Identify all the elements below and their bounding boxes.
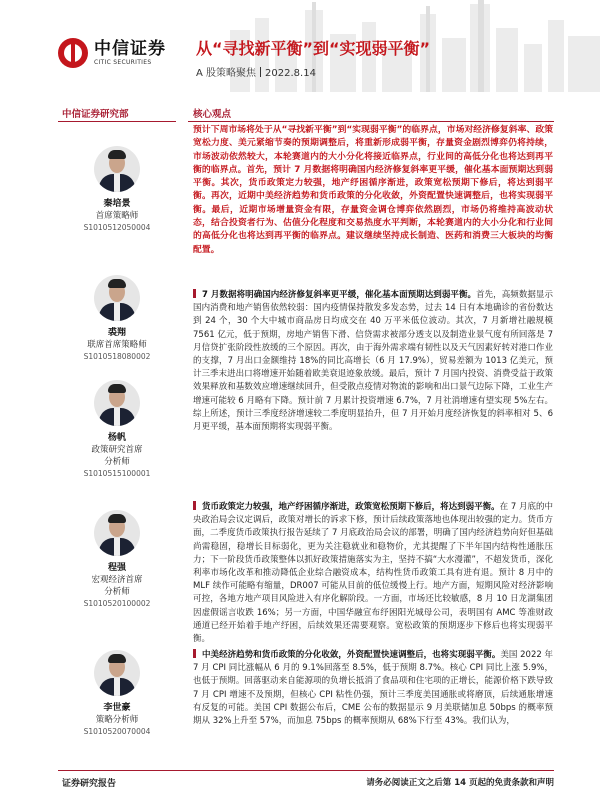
analyst-photo bbox=[94, 146, 140, 192]
body-paragraph bbox=[193, 501, 553, 646]
paragraph-bullet-icon bbox=[193, 501, 196, 510]
sidebar-heading: 中信证券研究部 bbox=[62, 109, 129, 120]
analyst-license: S1010515100001 bbox=[83, 469, 151, 478]
analyst-license: S1010520100002 bbox=[83, 599, 151, 608]
analyst-role: 首席策略师 bbox=[95, 211, 139, 221]
analyst-name: 裘翔 bbox=[107, 328, 126, 338]
subtitle-divider bbox=[260, 67, 261, 77]
analyst-photo bbox=[94, 650, 140, 696]
analyst-name: 杨帆 bbox=[107, 433, 126, 443]
core-view-text: 预计下周市场将处于从“寻找新平衡”到“实现弱平衡”的临界点，市场对经济修复斜率、政策宽松力度、美元紧缩节奏的预期调整后，将重新形成弱平衡，存量资金剧烈博弈仍将持续，市场波动依然较大，本轮赛道内的大小分化将接近临界点，行业间的高低分化也将达到再平衡的临界点。首先，预计 7 月数据将明确国内经济修复斜率更平缓，催化基本面预期达到弱平衡。其次，货币政策定力较强，地产纾困循序渐进，政策宽松预期下修后，将达到弱平衡。再次，近期中美经济趋势和货币政策的分化收敛，外资配置快速调整后，也将实现弱平衡。最后，近期市场增量资金有限，存量资金调仓博弈依然剧烈，市场仍将维持高波动状态，结合投资者行为、估值分化程度和交易热度水平判断，本轮赛道内的大小分化和行业间的高低分化也将达到再平衡的临界点。建议继续坚持成长制造、医药和消费三大板块的均衡配置。 bbox=[193, 125, 553, 255]
logo-chinese: 中信证券 bbox=[94, 38, 166, 59]
core-view-divider bbox=[188, 121, 554, 122]
body-paragraph bbox=[193, 289, 553, 434]
paragraph-lead: 货币政策定力较强，地产纾困循序渐进，政策宽松预期下修后，将达到弱平衡。 bbox=[202, 502, 500, 512]
footer-disclaimer: 请务必阅读正文之后第 14 页起的免责条款和声明 bbox=[366, 778, 554, 788]
paragraph-lead: 中美经济趋势和货币政策的分化收敛，外资配置快速调整后，也将实现弱平衡。 bbox=[202, 650, 501, 660]
footer-report-type: 证券研究报告 bbox=[62, 779, 117, 789]
analyst-role: 政策研究首席 分析师 bbox=[91, 445, 143, 467]
report-series: A 股策略聚焦 bbox=[196, 68, 257, 79]
analyst-name: 程强 bbox=[107, 563, 126, 573]
analyst-card bbox=[58, 146, 176, 233]
paragraph-text: 在 7 月底的中央政治局会议定调后，政策对增长的诉求下修，预计后续政策落地也体现出较强的定力。货币方面，二季度货币政策执行报告延续了 7 月底政治局会议的部署，明确了国内经济趋势向好但基础尚需稳固，稳增长目标弱化，更为关注稳就业和稳物价，尤其提醒了下半年国内结构性通胀压力；下一阶段货币政策整体以抓好政策措施落实为主，坚持不搞“大水漫灌”，不超发货币，深化利率市场化改革和推动降低企业综合融资成本，结构性货币政策工具有进有退。预计 8 月中的 MLF 续作可能略有缩量，DR007 可能从目前的低位缓慢上行。地产方面，短期风险对经济影响可控，各地方地产项目风险进入有序化解阶段。一方面，市场还比较敏感，8 月 10 日龙湖集团因虚假谣言收跌 16%；另一方面，中国华融宣布纾困阳光城母公司，表明国有 AMC 等准财政通道已经开始着手地产纾困，后续效果还需要观察。宽松政策的预期逐步下修后也将实现弱平衡。 bbox=[193, 502, 553, 645]
analyst-license: S1010512050004 bbox=[83, 223, 151, 232]
analyst-card bbox=[58, 380, 176, 479]
analyst-card bbox=[58, 650, 176, 737]
analyst-role: 联席首席策略师 bbox=[87, 340, 147, 350]
paragraph-bullet-icon bbox=[193, 289, 196, 298]
analyst-name: 李世豪 bbox=[103, 703, 131, 713]
analyst-license: S1010518080002 bbox=[83, 352, 151, 361]
paragraph-text: 美国 2022 年 7 月 CPI 同比涨幅从 6 月的 9.1%回落至 8.5%，低于预期 8.7%。核心 CPI 同比上涨 5.9%，也低于预期。回落驱动来自能源项的负增长抵消了食品项和住宅项的正增长，能源价格下跌导致 7 月 CPI 增速不及预期，但核心 CPI 粘性仍强，预计三季度美国通胀或将磨顶，后续通胀增速有反复的可能。美国 CPI 数据公布后，CME 公布的数据显示 9 月美联储加息 50bps 的概率预期从 32%上升至 57%，而加息 75bps 的概率预期从 68%下行至 43%。我们认为， bbox=[193, 650, 553, 727]
analyst-name: 秦培景 bbox=[103, 199, 131, 209]
paragraph-text: 首先，高频数据显示国内消费和地产销售依然较弱：国内疫情保持散发多发态势，过去 14 日有本地确诊的省份数达到 24 个，30 个大中城市商品房日均成交在 40 万平米低位波动。其次，7 月新增社融规模 7561 亿元，低于预期，房地产销售下滑、信贷需求被部分透支以及制造业景气度有所回落是 7 月信贷扩张阶段性放缓的三个原因。再次，由于海外需求端有韧性以及天气因素好转对港口作业的支撑，7 月出口金额维持 18%的同比高增长（6 月 17.9%），贸易差额为 1013 亿美元，预计三季末进出口将增速开始随着欧美衰退迹象放缓。最后，预计 7 月国内投资、消费受益于政策效果释放和基数效应增速继续回升，但受散点疫情对物流的影响和出口景气边际下降，工业生产增速可能较 6 月略有下降。预计前 7 月累计投资增速 6.7%，7 月社消增速有望实现 5%左右。综上所述，预计三季度经济增速较二季度明显抬升，但 7 月开始月度经济恢复的斜率相对 5、6 月更平缓，基本面预期将实现弱平衡。 bbox=[193, 290, 553, 433]
analyst-photo bbox=[94, 275, 140, 321]
analyst-card bbox=[58, 275, 176, 362]
logo-english: CITIC SECURITIES bbox=[94, 58, 152, 66]
analyst-card bbox=[58, 510, 176, 609]
citic-logo bbox=[58, 38, 166, 68]
sidebar-divider bbox=[58, 121, 176, 122]
report-header bbox=[0, 0, 600, 92]
analyst-photo bbox=[94, 510, 140, 556]
report-subtitle bbox=[196, 64, 316, 79]
analyst-role: 策略分析师 bbox=[95, 715, 139, 725]
paragraph-lead: 7 月数据将明确国内经济修复斜率更平缓，催化基本面预期达到弱平衡。 bbox=[202, 290, 477, 300]
report-date: 2022.8.14 bbox=[265, 68, 316, 79]
footer-divider bbox=[58, 770, 554, 771]
report-title: 从“寻找新平衡”到“实现弱平衡” bbox=[196, 39, 431, 58]
core-view-heading: 核心观点 bbox=[193, 109, 232, 120]
analyst-role: 宏观经济首席 分析师 bbox=[91, 575, 143, 597]
citic-logo-icon bbox=[58, 38, 88, 68]
analyst-photo bbox=[94, 380, 140, 426]
paragraph-bullet-icon bbox=[193, 649, 196, 658]
analyst-license: S1010520070004 bbox=[83, 727, 151, 736]
body-paragraph bbox=[193, 649, 553, 728]
